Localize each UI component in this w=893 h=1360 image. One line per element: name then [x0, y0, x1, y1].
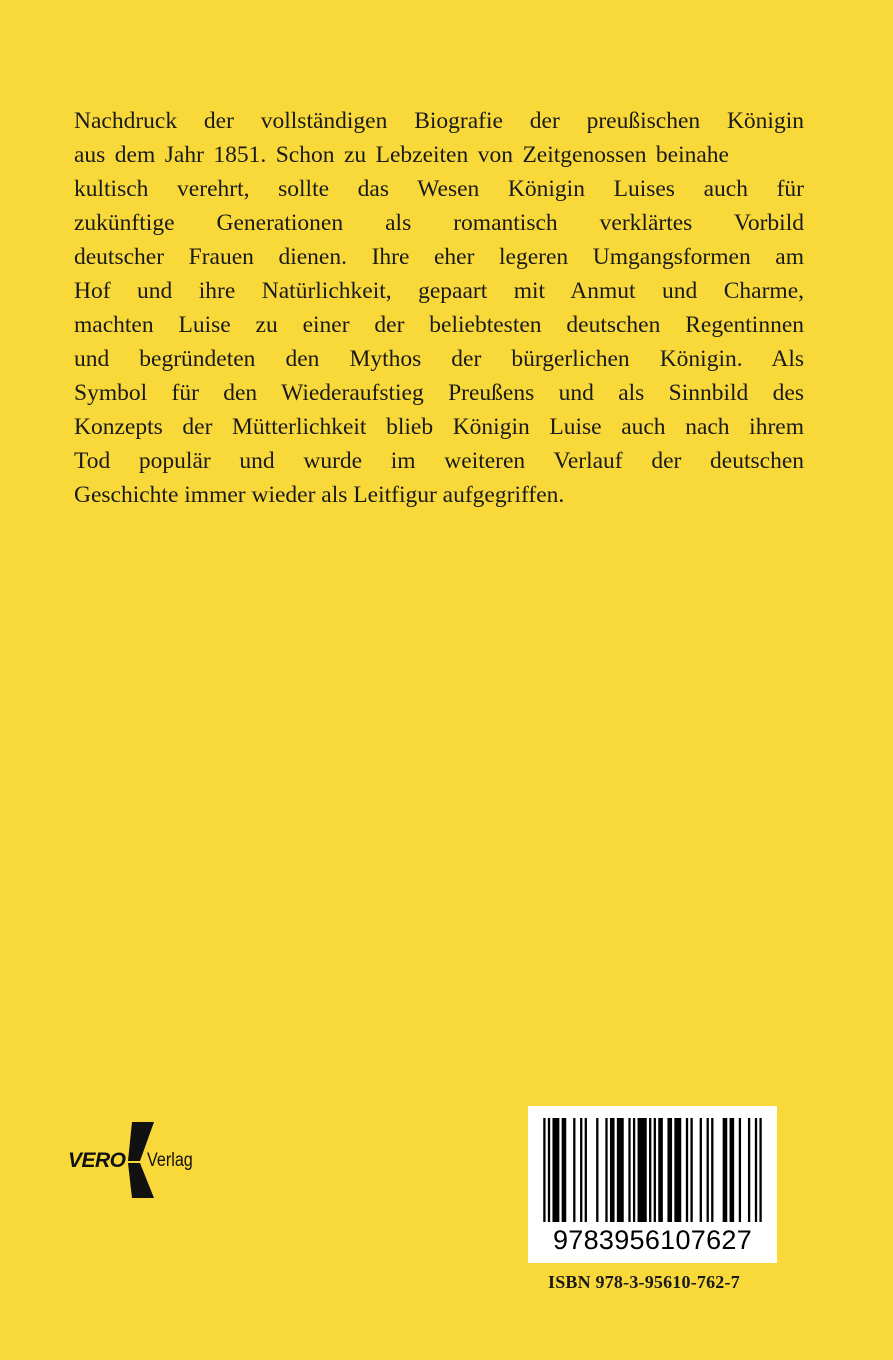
barcode-bar — [610, 1118, 615, 1222]
barcode-bar — [633, 1118, 635, 1222]
isbn-barcode — [528, 1106, 777, 1263]
description-line: kultisch verehrt, sollte das Wesen Königin Luises auch für — [74, 176, 804, 202]
barcode-bar — [552, 1118, 559, 1222]
barcode-bar — [667, 1118, 672, 1222]
barcode-bar — [723, 1118, 728, 1222]
barcode-bar — [596, 1118, 598, 1222]
isbn-label: ISBN 978-3-95610-762-7 — [548, 1272, 740, 1292]
publisher-wordmark: VERO — [68, 1149, 126, 1172]
barcode-bar — [638, 1118, 647, 1222]
description-line: Symbol für den Wiederaufstieg Preußens und als Sinnbild des — [74, 380, 804, 406]
barcode-bar — [580, 1118, 582, 1222]
barcode-number: 9783956107627 — [552, 1225, 753, 1255]
barcode-bar — [649, 1118, 651, 1222]
description-line: Geschichte immer wieder als Leitfigur aufgegriffen. — [74, 482, 565, 508]
barcode-bar — [730, 1118, 735, 1222]
barcode-bar — [543, 1118, 545, 1222]
barcode-bar — [658, 1118, 663, 1222]
barcode-bar — [711, 1118, 713, 1222]
description-line: Tod populär und wurde im weiteren Verlauf der deutschen — [74, 448, 804, 474]
book-description — [74, 104, 804, 512]
publisher-suffix: Verlag — [147, 1150, 193, 1171]
barcode-bar — [690, 1118, 692, 1222]
description-line: Hof und ihre Natürlichkeit, gepaart mit Anmut und Charme, — [74, 278, 804, 304]
description-line: aus dem Jahr 1851. Schon zu Lebzeiten von Zeitgenossen beinahe — [74, 142, 729, 168]
barcode-bar — [674, 1118, 681, 1222]
barcode-bar — [707, 1118, 709, 1222]
barcode-bar — [748, 1118, 750, 1222]
description-line: und begründeten den Mythos der bürgerlichen Königin. Als — [74, 346, 804, 372]
barcode-bar — [700, 1118, 702, 1222]
description-line: zukünftige Generationen als romantisch verklärtes Vorbild — [74, 210, 804, 236]
barcode-bar — [755, 1118, 757, 1222]
barcode-bar — [759, 1118, 761, 1222]
description-line: deutscher Frauen dienen. Ihre eher legeren Umgangsformen am — [74, 244, 804, 270]
barcode-bar — [686, 1118, 688, 1222]
publisher-logo — [68, 1122, 208, 1202]
barcode-bar — [739, 1118, 741, 1222]
barcode-bar — [617, 1118, 624, 1222]
description-line: Konzepts der Mütterlichkeit blieb Königin Luise auch nach ihrem — [74, 414, 804, 440]
barcode-bar — [548, 1118, 550, 1222]
description-line: machten Luise zu einer der beliebtesten deutschen Regentinnen — [74, 312, 804, 338]
barcode-bar — [585, 1118, 587, 1222]
barcode-bar — [605, 1118, 607, 1222]
barcode-bar — [562, 1118, 567, 1222]
description-line: Nachdruck der vollständigen Biografie der preußischen Königin — [74, 108, 804, 134]
barcode-bar — [573, 1118, 575, 1222]
barcode-bars — [528, 1106, 777, 1226]
barcode-bar — [628, 1118, 630, 1222]
barcode-bar — [654, 1118, 656, 1222]
